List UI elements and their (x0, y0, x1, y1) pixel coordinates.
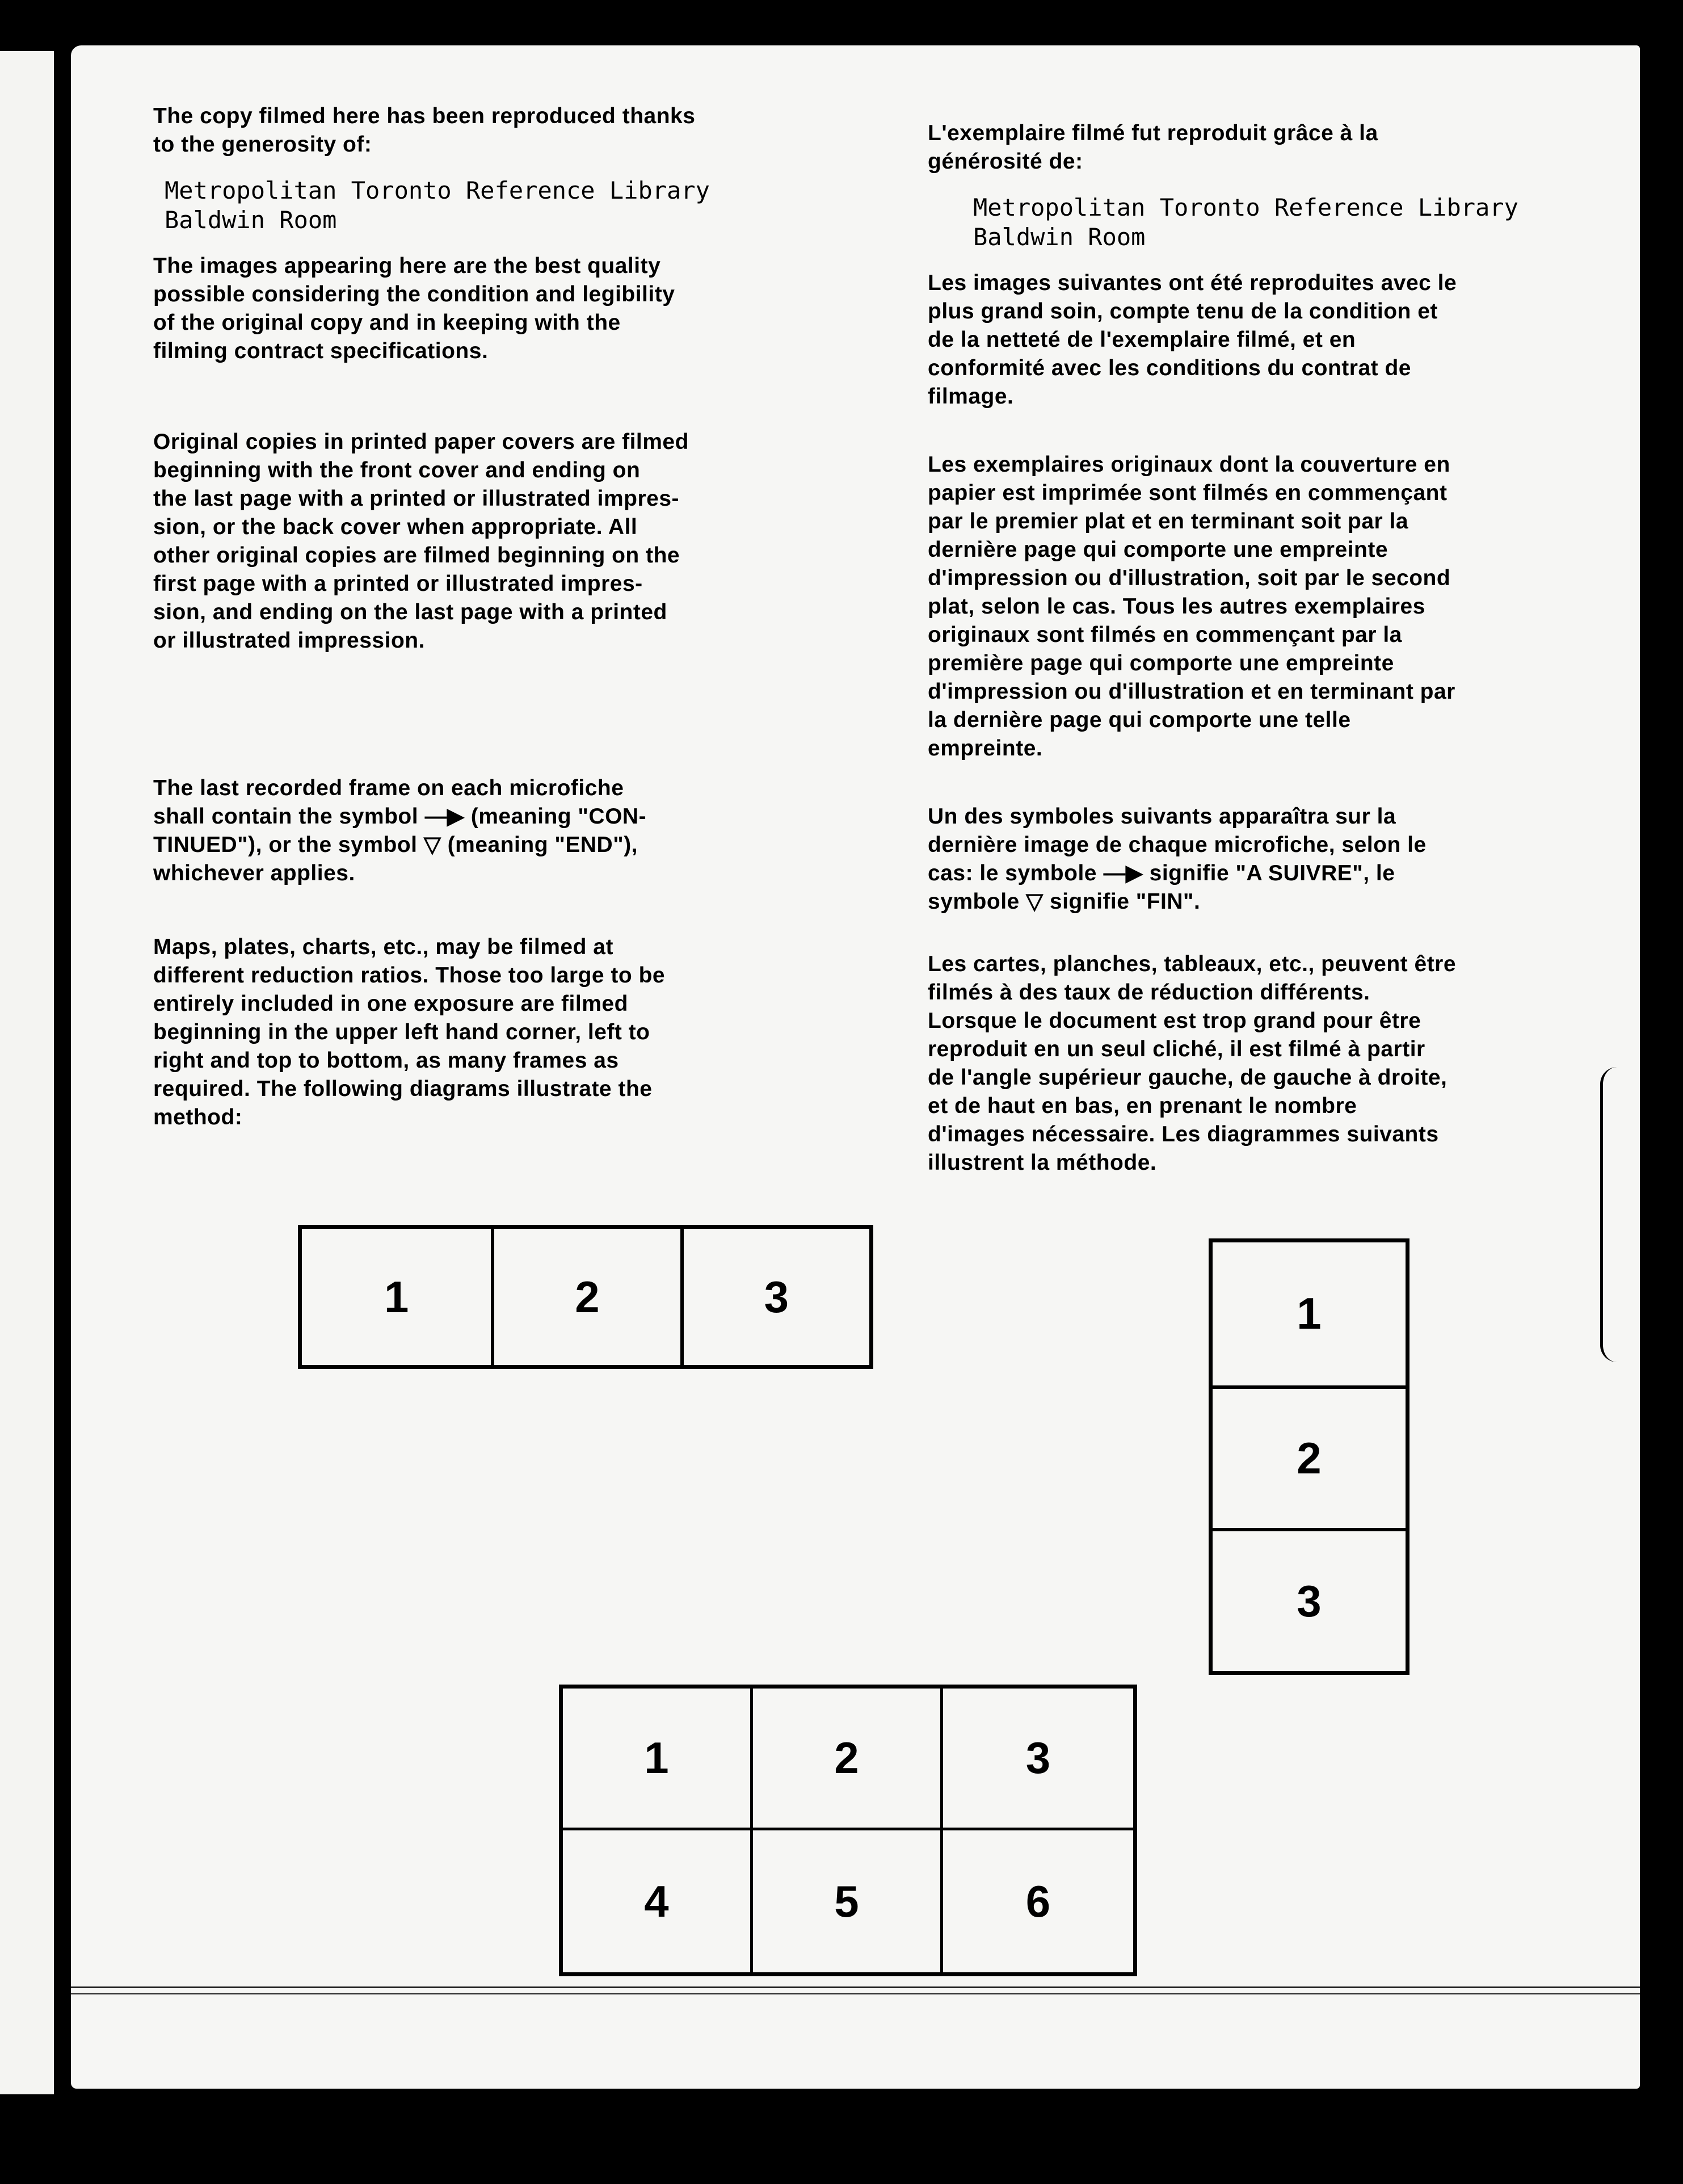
frame-cell: 1 (1297, 1288, 1322, 1339)
english-column (153, 102, 885, 1132)
adjacent-page-edge (0, 51, 54, 2094)
frame-cell: 1 (384, 1271, 409, 1322)
french-maps-paragraph: Les cartes, planches, tableaux, etc., peuvent être filmés à des taux de réduction différents. Lorsque le document est trop grand pour être reproduit en un seul cliché, il est filmé à partir de l'angle supérieur gauche, de gauche à droite, et de haut en bas, en prenant le nombre d'images nécessaire. Les diagrammes suivants illustrent la méthode. (928, 952, 1457, 1175)
frame-cell: 3 (680, 1229, 869, 1365)
vertical-frames-diagram (1209, 1238, 1409, 1675)
french-library-name: Metropolitan Toronto Reference Library Baldwin Room (973, 194, 1518, 251)
frame-cell: 2 (1213, 1385, 1406, 1528)
english-credit-intro: The copy filmed here has been reproduced thanks to the generosity of: (153, 104, 696, 157)
microfilm-notice-page (71, 45, 1640, 2089)
page-curl-mark (1600, 1067, 1629, 1362)
grid-frames-diagram (559, 1685, 1137, 1976)
english-covers-paragraph: Original copies in printed paper covers are filmed beginning with the front cover and ending on the last page with a printed or illustrated impres- sion, or the back cover when appropriate. All other original copies are filmed beginning on the first page with a printed or illustrated impres- sion, and ending on the last page with a printed or illustrated impression. (153, 430, 689, 653)
french-credit-intro: L'exemplaire filmé fut reproduit grâce à la générosité de: (928, 121, 1378, 174)
bottom-rule-line (71, 1993, 1640, 1994)
frame-cell: 3 (1213, 1528, 1406, 1671)
french-symbol-paragraph: Un des symboles suivants apparaîtra sur la dernière image de chaque microfiche, selon le cas: le symbole —▶ signifie "A SUIVRE", le symbole ▽ signifie "FIN". (928, 804, 1427, 914)
frame-cell: 6 (1025, 1876, 1051, 1926)
english-maps-paragraph: Maps, plates, charts, etc., may be filmed at different reduction ratios. Those too large to be entirely included in one exposure are filmed beginning in the upper left hand corner, left to right and top to bottom, as many frames as required. The following diagrams illustrate the method: (153, 935, 666, 1129)
horizontal-frames-diagram (298, 1225, 873, 1369)
french-column (928, 119, 1631, 1177)
frame-cell: 2 (491, 1229, 680, 1365)
french-quality-paragraph: Les images suivantes ont été reproduites avec le plus grand soin, compte tenu de la condition et de la netteté de l'exemplaire filmé, et en conformité avec les conditions du contrat de filmage. (928, 271, 1457, 409)
frame-cell: 4 (563, 1830, 753, 1972)
frame-cell: 5 (753, 1830, 943, 1972)
english-library-name: Metropolitan Toronto Reference Library Baldwin Room (165, 177, 710, 234)
frame-cell: 1 (563, 1689, 753, 1830)
frame-cell: 2 (753, 1689, 943, 1830)
french-covers-paragraph: Les exemplaires originaux dont la couverture en papier est imprimée sont filmés en commençant par le premier plat et en terminant soit par la dernière page qui comporte une empreinte d'impression ou d'illustration, soit par le second plat, selon le cas. Tous les autres exemplaires originaux sont filmés en commençant par la première page qui comporte une empreinte d'impression ou d'illustration et en terminant par la dernière page qui comporte une telle empreinte. (928, 452, 1455, 761)
bottom-rule-line (71, 1986, 1640, 1988)
frame-cell: 3 (943, 1689, 1133, 1830)
english-quality-paragraph: The images appearing here are the best quality possible considering the condition and legibility of the original copy and in keeping with the filming contract specifications. (153, 254, 675, 363)
english-symbol-paragraph: The last recorded frame on each microfiche shall contain the symbol —▶ (meaning "CON- TINUED"), or the symbol ▽ (meaning "END"), whichever applies. (153, 776, 647, 885)
